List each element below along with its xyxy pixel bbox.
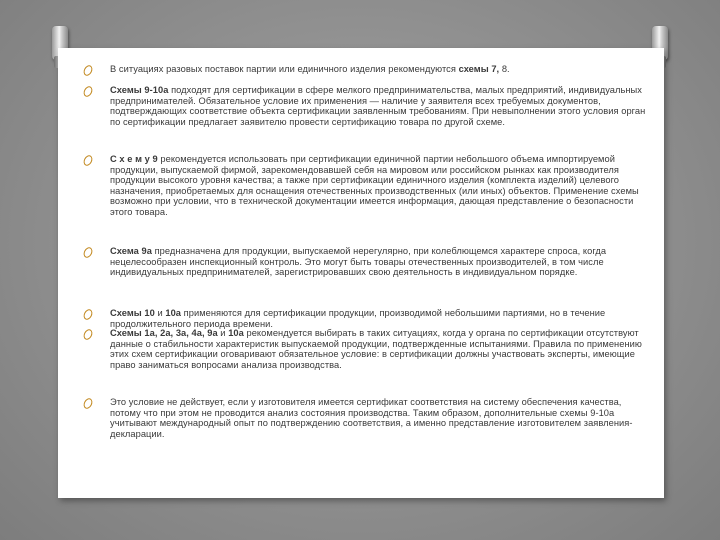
item-lead: Схема 9а: [110, 246, 152, 256]
item-tail: рекомендуется выбирать в таких ситуациях, когда у органа по сертификации отсутствуют данные о стабильности характеристик выпускаемой продукции, подтвержденные испытаниями. Правила по применению этих схем сертификации оговаривают обязательное условие: в сертификации должны участвовать эксперты, имеющие право заниматься вопросами анализа производства.: [110, 328, 642, 370]
bullet-icon: [82, 64, 94, 77]
item-body: и: [217, 328, 229, 338]
item-text: [110, 308, 650, 329]
item-lead: С х е м у 9: [110, 154, 158, 164]
item-tail: 8.: [499, 64, 510, 74]
item-bold: 10а: [228, 328, 244, 338]
bullet-icon: [82, 328, 94, 341]
bullet-icon: [82, 246, 94, 259]
item-text: [110, 328, 650, 370]
bullet-icon: [82, 154, 94, 167]
bullet-icon: [82, 308, 94, 321]
item-bold: схемы 7,: [458, 64, 500, 74]
item-body: В ситуациях разовых поставок партии или единичного изделия рекомендуются: [110, 64, 459, 74]
item-body: подходят для сертификации в сфере мелкого предпринимательства, малых предприятий, индивидуальных предпринимателей. Обязательное условие их применения — наличие у заявителя всех требуемых документов, подтверждающих соответствие объекта сертификации заявленным требованиям. При невыполнении этого условия орган по сертификации предлагает заявителю провести сертификацию товара по другой схеме.: [110, 85, 646, 127]
item-bold: 10а: [165, 308, 182, 318]
item-lead: Схемы 9-10а: [110, 85, 169, 95]
bullet-icon: [82, 397, 94, 410]
item-body: и: [154, 308, 166, 318]
item-body: предназначена для продукции, выпускаемой нерегулярно, при колеблющемся характере спроса, когда нецелесообразен инспекционный контроль. Это могут быть товары отечественных производителей, в том числе индивидуальных предпринимателей, зарегистрировавших свою деятельность в индивидуальном порядке.: [110, 246, 607, 278]
item-text: [110, 154, 650, 218]
slide-card: [58, 48, 664, 498]
item-text: [110, 246, 650, 278]
item-text: [110, 397, 650, 439]
item-body: Это условие не действует, если у изготовителя имеется сертификат соответствия на систему обеспечения качества, потому что при этом не проводится анализ состояния производства. Таким образом, дополнительные схемы 9-10а учитывают международный опыт по подтверждению соответствия, а именно представление изготовителем заявления-декларации.: [110, 397, 633, 439]
item-lead: Схемы 10: [110, 308, 155, 318]
item-lead: Схемы 1а, 2а, 3а, 4а, 9а: [110, 328, 218, 338]
bullet-icon: [82, 85, 94, 98]
item-tail: применяются для сертификации продукции, производимой небольшими партиями, но в течение продолжительного периода времени.: [110, 308, 606, 329]
item-text: [110, 85, 650, 127]
item-body: рекомендуется использовать при сертификации единичной партии небольшого объема импортируемой продукции, выпускаемой фирмой, зарекомендовавшей себя на мировом или российском рынках как производителя продукции высокого уровня качества; а также при сертификации единичного изделия (комплекта изделий) целевого назначения, приобретаемых для оснащения отечественных производственных (или иных) объектов. Применение схемы возможно при условии, что в технической документации имеется информация, дающая представление о безопасности этого товара.: [110, 154, 639, 217]
item-text: [110, 64, 650, 75]
